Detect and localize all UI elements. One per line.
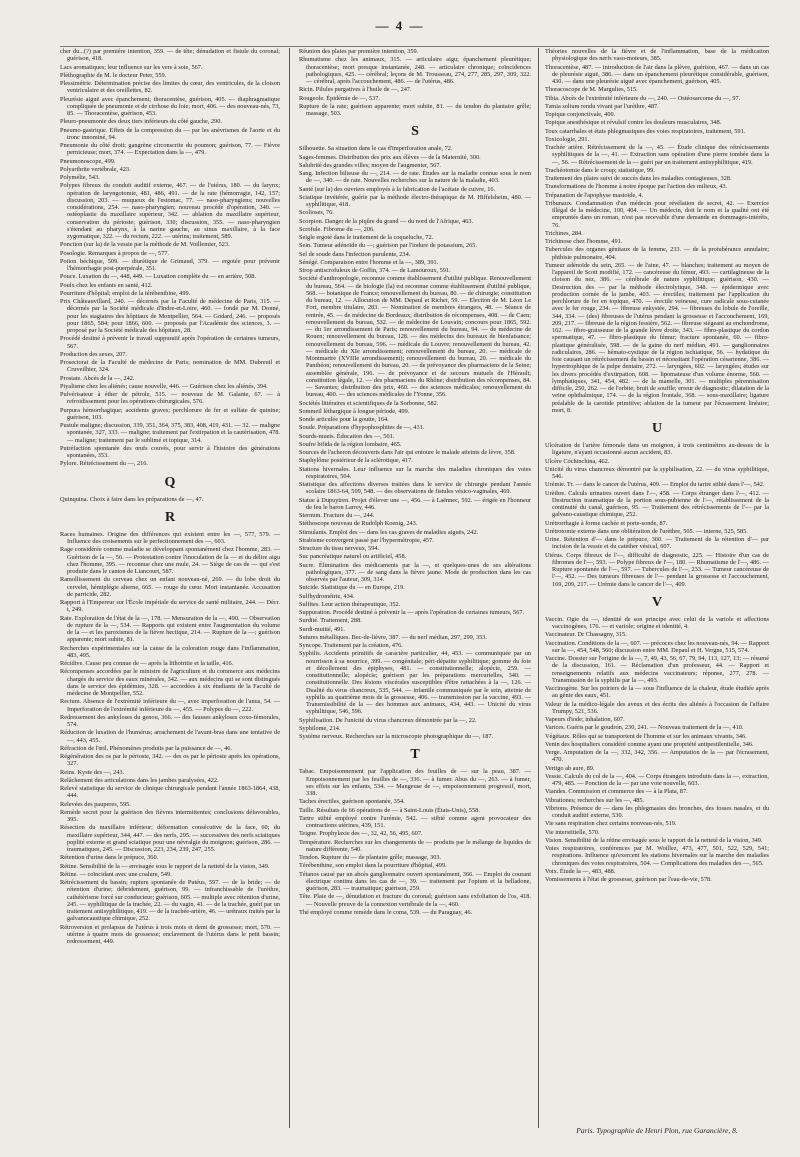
page-number: — 4 — [375, 18, 425, 33]
index-entry: Venin des hospitaliers considéré comme ayant une propriété antipestilentielle, 346. [545, 740, 754, 748]
index-entry: Rate. Exploration de l'état de la —, 178. — Mensuration de la —, 490. — Observation de rupture de la —, 534. — Rapports qui existent entre l'augmentation du volume de la — et les paroxismes de la fièvre hectique, 214. — Rupture de la —; guérison apparente; mort subite, 81. [60, 614, 280, 644]
index-entry: Transformations de l'homme à notre époque par l'action des milieux, 43. [545, 183, 728, 191]
index-entry: Ulcération de l'artère fémorale dans un moignon, à trois centimètres au-dessus de la ligature, n'ayant occasionné aucun accident, 83. [545, 442, 769, 457]
printer-imprint: Paris. Typographie de Henri Plon, rue Garancière, 8. [576, 1126, 738, 1135]
index-entry: Vibrationes; recherches sur les —, 485. [545, 796, 645, 804]
index-entry: Scorpion. Danger de la piqûre du grand — du nord de l'Afrique, 463. [299, 217, 474, 225]
index-entry: Pneumonoscope, 499. [60, 157, 116, 165]
index-entry: Stations hivernales. Leur influence sur la marche des maladies chroniques des voies respiratoires, 504. [299, 465, 531, 480]
index-entry: Statue à Dupuytren. Projet d'élever une —, 456. — à Laënnec, 592. — érigée en l'honneur de feu le baron Larrey, 446. [299, 496, 531, 511]
index-entry: Remède secret pour la guérison des fièvres intermittentes; conclusions défavorables, 395. [60, 808, 280, 823]
index-entry: Vie interstitielle, 570. [545, 828, 600, 836]
index-entry: Sages-femmes. Distribution des prix aux élèves — de la Maternité, 300. [299, 153, 481, 161]
index-entry: Sulfites. Leur action thérapeutique, 352. [299, 600, 401, 608]
index-entry: Pourriture d'hôpital; emploi de la térébenthine, 499. [60, 289, 191, 297]
index-entry: Thoracentèse, 487. — introduction de l'air dans la plèvre, guérison, 467. — dans un cas de pleurésie aiguë, 386. — dans un épanchement pleurétique considérable, guérison, 430. — dans une pleurésie aiguë avec épanchement, guérison, 405. [545, 63, 769, 85]
index-entry: Syncope. Traitement par la création, 476. [299, 642, 403, 649]
index-entry: Rétine. — coïncidant avec une coalure, 549. [60, 870, 172, 878]
index-entry: Végétaux. Rôles qui se transportent de l'homme et sur les animaux vivants, 346. [545, 732, 747, 740]
index-entry: Rapport à l'Empereur sur l'École impériale du service de santé militaire, 244. — Décr. t, 249. [60, 599, 280, 614]
entry-list-t [299, 768, 531, 916]
index-entry: Purpura hémorrhagique; accidents graves; perchlorure de fer et sulfate de quinine; guérison, 103. [60, 406, 280, 421]
section-heading-r: R [164, 509, 176, 525]
index-entry: Posologie. Remarques à propos de —, 577. [60, 249, 169, 257]
index-entry: Vertigo ab aure, 89. [545, 764, 595, 772]
index-entry: Vessie. Calculs du col de la —, 404. — Corps étrangers introduits dans la —, extraction, 479, 485. — Ponction de la — par une voie nouvelle, 603. [545, 772, 769, 787]
index-entry: Seigle ergoté dans le traitement de la coqueluche, 72. [299, 234, 434, 241]
index-entry: Topique anesthésique et révulsif contre les douleurs musculaires, 348. [545, 119, 722, 127]
index-entry: Putréfaction spontanée des œufs couvés, pour servir à l'histoire des générations spontanées, 353. [60, 444, 280, 459]
index-entry: Plessimétrie. Détermination précise des limites du cœur, des ventricules, de la cloison ventriculaire et des oreillettes, 82. [60, 80, 280, 95]
index-entry: Statistique des affections diverses traitées dans le service de chirurgie pendant l'année scolaire 1863-64, 509, 548. — des observations de fistules vésico-vaginales, 469. [299, 481, 531, 496]
index-entry: Scrofule. Fibrome du —, 206. [299, 225, 375, 233]
index-entry: Sirop antiscrofuleux de Goffin, 374. — de Lamouroux, 591. [299, 267, 451, 274]
index-entry: Production des sexes, 207. [60, 350, 127, 358]
index-entry: Vaccin. Ogie du —, identité de son principe avec celui de la variole et affections vaccinogènes, 176. — et variole; origine et identité, 4. [545, 615, 769, 630]
index-entry: Récompenses accordées par le ministre de l'agriculture et du commerce aux médecins chargés du service des eaux minérales, 342. — aux médecins qui se sont distingués dans le service des épidémies, 328. — accordées à six étudiants de la Faculté de médecine de Montpellier, 552. [60, 668, 280, 697]
index-entry: Vision. Sensibilité de la rétine envisagée sous le rapport de la netteté de la vision, 349. [545, 836, 763, 844]
index-entry: Vaccine. Dossier sur l'origine de la —, 7, 49, 43, 56, 67, 79, 94, 113, 127, 13; — résumé de la discussion, 161. — Réclamation d'un professeur, 44. — Rapport et renseignements relatifs aux médecins vaccinateurs; réponse, 277, 278. — Transmission de la syphilis par la —, 493. [545, 655, 769, 684]
index-entry: Syphilome, 214. [299, 724, 341, 732]
index-entry: Résection du maxillaire inférieur; déformation consécutive de la face, 60; du maxillaire supérieur, 344, 447. — des nerfs, 295. — successives des nerfs sciatiques poplité externe et grand sciatique pour une névralgie du moignon; guérison, 286. — traumatiques, 245. — Discussion, 223, 234, 239, 247, 255. [60, 824, 280, 853]
entry-list-u [545, 442, 769, 588]
index-entry: Prosectorat de la Faculté de médecine de Paris; nomination de MM. Dubreuil et Cruveilhier, 324. [60, 359, 280, 374]
index-entry: Rhumatisme chez les animaux, 315. — articulaire aigu; épanchement pleurétique; thoracentèse; mort presque instantanée, 248. — articulaire chronique; coïncidences pathologiques, 425. — cérébral; leçons de M. Trousseau, 274, 277, 285, 297, 309, 322. — cérébral, après l'accouchement, 486. — de l'utérus, 486. [299, 56, 531, 85]
section-heading-q: Q [164, 474, 176, 490]
index-entry: Toux catarrhales et états phlegmasiques des voies respiratoires, traitement, 591. [545, 127, 746, 135]
index-entry: Varices. Guéris par le goudron, 230, 241. — Nouveau traitement de la —, 410. [545, 724, 744, 732]
index-entry: Sternum. Fracture du —, 244. [299, 512, 375, 519]
index-entry: Trichines, 284. [545, 229, 583, 237]
index-entry: Tænia solium rendu vivant par l'urèthre, 487. [545, 102, 659, 110]
index-entry: Tartre stibié employé contre l'urémie, 542. — stibié comme agent provocateur des contractions utérines, 439, 151. [299, 814, 531, 829]
index-entry: Ramollissement du cerveau chez un enfant nouveau-né, 269. — du lobe droit du cervelet, hémiplégie alterne, 665. — rouge du cœur. Mort instantanée. Accusation de parricide, 282. [60, 576, 280, 598]
index-entry: Pneumo-gastrique. Effets de la compression du — par les anévrismes de l'aorte et du tronc innominé, 94. [60, 126, 280, 141]
index-entry: Urémie. Tr. — dans le cancer de l'utérus, 409. — Emploi du tartre stibié dans l'—, 542. [545, 481, 765, 489]
section-heading-t: T [410, 747, 420, 763]
index-entry: Suppuration. Procédé destiné à prévenir la — après l'opération de certaines tumeurs, 567. [299, 609, 525, 616]
index-entry: Taille. Résultats de 66 opérations de — à Saint-Louis (États-Unis), 558. [299, 806, 480, 814]
index-entry: Sulfhydrométrie, 434. [299, 592, 355, 600]
index-column-1 [60, 48, 280, 1126]
index-entry: Société d'anthropologie, reconnue comme établissement d'utilité publique. Renouvellement du bureau, 564. — de biologie (la) est reconnue comme établissement d'utilité publique, 568. — botanique de France; renouvellement du bureau, 80. — de chirurgie; constitution du bureau, 12. — Allocution de MM. Depaul et Richet, 59. — Election de M. Léon Le Fort, membre titulaire, 283. — Nomination de membres étrangers, 48. — Séance de rentrée, 45. — de médecine de Bordeaux; distribution de récompenses, 408. — de Caen; renouvellement du bureau, 532. — de médecine de Louvain; concours pour 1865, 592. — du 1er arrondissement de Paris; renouvellement du bureau, 94. — de médecine de Rouen; renouvellement du bureau, 128. — des médecins des bureaux de bienfaisance; renouvellement du bureau, 596. — médicale du Louvre; renouvellement du bureau, 42. — médicale du XIe arrondissement; renouvellement du bureau, 20. — médicale de Montmartre (XVIIIe arrondissement); renouvellement du bureau, 20. — médicale du Panthéon; renouvellement du bureau, 20. — de prévoyance des pharmaciens de la Seine; assemblée générale, 196. — de prévoyance et de secours mutuels de l'Hérault; constitution légale, 12. — des pharmaciens du Rhône; distribution des récompenses, 84. — Savantes; distribution des prix, 460. — des sciences médicales; renouvellement du bureau, 400. — des sciences médicales de l'Yonne, 356. [299, 275, 531, 399]
index-entry: Surdi-mutité, 491. [299, 625, 345, 633]
index-entry: Suc pancréatique naturel ou artificiel, 458. [299, 553, 407, 561]
index-entry: Rectum. Absence de l'extrémité inférieure du —, avec imperforation de l'anus, 54. — Imperforation de l'extrémité inférieure du —, 455. — Polypes du —, 222. [60, 698, 280, 713]
index-entry: Tabac. Empoisonnement par l'application des feuilles de — sur la peau, 387. — Empoisonnement par les feuilles de —, 336. — à fumer. Abus du —, 263. — à fumer, ses effets sur les enfants, 534. — Mangeuse de —, empoisonnement progressif, mort, 338. [299, 768, 531, 797]
index-entry: Sutures métalliques. Bec-de-lièvre, 387. — du nerf médian, 297, 299, 353. [299, 633, 487, 641]
index-entry: Unicité du virus chancreux démontré par la syphilisation, 22. — du virus syphilitique, 546. [545, 465, 769, 480]
index-entry: Thé employé comme remède dans le coma, 539. — du Paraguay, 46. [299, 908, 473, 916]
index-entry: Vaccination. Conditions de la —, 607. — précoces chez les nouveau-nés, 94. — Rapport sur la —, 454, 548, 560; discussion entre MM. Depaul et H. Vergne, 515, 574. [545, 639, 769, 654]
index-entry: Races humaines. Origine des différences qui existent entre les —, 577, 579. — Influence des croisements sur le perfectionnement des —, 603. [60, 530, 280, 545]
column-divider [538, 48, 539, 1128]
index-entry: Vibrions. Présence de — dans les phlegmasies des bronches, des fosses nasales, et du conduit auditif externe, 530. [545, 804, 769, 819]
index-entry: Toxicologie, 291. [545, 135, 590, 143]
index-entry: Urétrotomie externe dans une oblitération de l'urèthre, 505. — interne, 525, 585. [545, 527, 748, 535]
index-entry: Relâchement des articulations dans les jambes paralysées, 422. [60, 776, 219, 784]
index-column-2 [299, 48, 531, 1126]
index-entry: Salubrité des grandes villes; moyen de l'augmenter, 567. [299, 161, 442, 169]
index-entry: Sénégé. Comparaison entre l'homme et la —, 389, 391. [299, 258, 439, 266]
index-entry: Sourds-muets. Éducation des —, 501. [299, 432, 395, 440]
entry-list-s [299, 145, 531, 740]
index-entry: Sciatique invétérée, guérie par la méthode électro-thérapique de M. Hiffelsheim, 480. — syphilitique, 418. [299, 193, 531, 208]
index-entry: Taches érectiles, guérison spontanée, 354. [299, 798, 405, 806]
index-entry: Tibia. Abcès de l'extrémité inférieure du —, 240. — Ostéosarcome du —, 97. [545, 94, 741, 102]
index-entry: Pylore. Rétrécissement du —, 216. [60, 460, 148, 468]
index-entry: Vomissements à l'état de grossesse, guérison par l'eau-de-vie, 578. [545, 876, 712, 883]
section-heading-s: S [411, 124, 419, 140]
index-entry: Régénération des os par le périoste, 342. — des os par le périoste après les opérations, 327. [60, 753, 280, 768]
index-entry: Redressement des ankyloses du genou, 366. — des fausses ankyloses coxo-fémorales, 574. [60, 713, 280, 728]
index-entry: Ponction (sur la) de la vessie par la méthode de M. Voillemier, 523. [60, 241, 230, 249]
index-column-3 [545, 48, 769, 1126]
index-entry: Thoracoscope de M. Margulies, 515. [545, 86, 638, 94]
index-entry: Réduction de luxation de l'humérus; arrachement de l'avant-bras dans une tentative de —, 443, 455. [60, 729, 280, 744]
index-entry: Ptyalisme chez les aliénés; cause nouvelle, 446. — Guérison chez les aliénés, 394. [60, 382, 268, 390]
index-entry: Ricin. Pilules purgatives à l'huile de —, 247. [299, 86, 412, 94]
index-entry: Topique conjonctivale, 400. [545, 111, 616, 118]
index-entry: Polypes fibreux du conduit auditif externe, 467. — de l'utérus, 180. — du larynx; opération de laryngotomie, 481, 486, 491. — de la rate (hémorragie, 142, 157; discussion, 203. — muqueux de l'estomac, 77. — naso-pharyngiens; nouvelles considérations, 254. — naso-pharyngien; nouveau procédé d'opération, 340. — ostéoplastie du maxillaire supérieur, 342. — ablation du maxillaire supérieur, conservation du périoste; guérison, 330; discussion, 355. — naso-pharyngien s'étendant au pharynx, à la narine gauche, au sinus maxillaire, à la face zygomatique, 322. — du rectum, 222. — utérins; traitement, 589. [60, 182, 280, 240]
index-entry: Tumeur adénoïde du sein, 265. — de l'aine, 47. — blanches; traitement au moyen de l'appareil de Scott modifié, 172. — cancéreuse du fémur, 493. — cartilagineuse de la cloison du nez, 386. — cérébrale de nature syphilitique; guérison, 430. — Destruction des — par la méthode électrolytique, 348. — épidermique avec production cornée de la jambe, 403. — érectiles; traitement par l'application du perchlorure de fer en topique, 470. — érectile veineuse, cure radicale sous-cutanée avec le fer rouge, 234. — fibreuse enkystée, 294. — fibreuses du lobule de l'oreille, 344, 334. — (des) fibreuses de l'utérus pendant la grossesse et l'accouchement, 169, 209, 217. — fibreuse de la région fessière, 562. — fibreuse siégeant au enchondrome, 162. — fibro-graisseuse de la grande lèvre droite, 343. — fibro-plastique du cordon spermatique, 47. — fibro-plastique du fémur; fracture spontanée, 60. — fibro-plastique généralisée, 598. — de la gaine du nerf médian, 491. — ganglionnaires radiculaires, 286. — hémato-cystique de la région ischiatique, 56. — hydatique du foie causant un rétrécissement du bassin et nécessitant l'opération césarienne, 386. — hypertrophique de la pulpe dentaire, 272. — laryngées, 602. — laryngées; études sur les divers procédés d'extirpation, 608. — lipomateuse d'un volume énorme, 560. — lymphatiques, 341, 454, 482. — de la mamelle, 301. — multiples pérennisation difficile, 250, 262. — de l'orbite; bruit de souffle; erreur de diagnostic; dilatation de la veine ophthalmique, 174. — de la région frontale, 368. — sous-maxillaire; ligature préalable de la carotide primitive; ablation de la tumeur par l'écrasement linéaire; mort, 8. [545, 261, 769, 414]
index-entry: Système nerveux. Recherches sur la microscopie photographique du —, 187. [299, 733, 494, 740]
index-entry: Sociétés littéraires et scientifiques de la Sorbonne, 582. [299, 399, 439, 407]
section-heading-u: U [651, 421, 663, 436]
index-entry: Surdité. Traitement, 288. [299, 617, 362, 625]
index-entry: Pustule maligne; discussion, 339, 351, 364, 375, 383, 408, 419, 431. — 32. — maligne spontanée, 327, 333. — maligne; traitement par l'extirpation et la cautérisation, 478. — maligne; traitement par le sublimé et topique, 314. [60, 422, 280, 444]
index-entry: Théories nouvelles de la fièvre et de l'inflammation, base de la médication physiologique des nerfs vaso-moteurs, 385. [545, 48, 769, 63]
entry-list-p [60, 48, 280, 468]
index-entry: Lacs aromatiques; leur influence sur les vers à soie, 567. [60, 63, 203, 71]
index-entry: Stéthoscope nouveau de Rudolph Koenig, 243. [299, 520, 418, 528]
index-entry: Soufre bifida de la région lombaire, 465. [299, 440, 402, 448]
index-entry: Syphilisation. De l'unicité du virus chancreux démontrée par la —, 22. [299, 716, 477, 724]
index-entry: Sang. Infection bilieuse du —, 214. — de rate. Études sur la maladie connue sous le nom de —, 340. — de rate. Nouvelles recherches sur la nature de la maladie, 403. [299, 170, 531, 185]
index-entry: Rétention d'urine dans le prépuce, 360. [60, 854, 159, 862]
index-entry: Silhouette. Sa situation dans le cas d'imperforation anale, 72. [299, 145, 453, 153]
index-entry: Traitement des plaies suivi de succès dans les maladies contagieuses, 328. [545, 175, 732, 182]
index-entry: Staphylôme postérieur de la sclérotique, 417. [299, 457, 413, 465]
index-entry: Vaccinateur. Dr Chassagny, 315. [545, 631, 627, 639]
column-divider [289, 48, 290, 1128]
index-entry: Santé (sur la) des ouvriers employés à la fabrication de l'acétate de cuivre, 16. [299, 185, 496, 193]
index-entry: Prostate. Abcès de la —, 242. [60, 374, 135, 382]
index-entry: Tête. Plaie de —, dénudation et fracture du coronal; guérison sans exfoliation de l'os, 418. — Nouvelle preuve de la connexion vertébrale de la —, 460. [299, 893, 531, 908]
index-entry: Urine. Rétention d'— dans le prépuce, 360. — Traitement de la rétention d'— par incision de la vessie et du catéther vésical, 607. [545, 536, 769, 551]
index-entry: Pulvérisateur à éther de pétrole, 515. — nouveau de M. Galante, 67. — à refroidissement pour les opérations chirurgicales, 576. [60, 391, 280, 406]
index-entry: Tribunaux. Condamnation d'un médecin pour révélation de secret, 42. — Exercice illégal de la médecine, 100, 404. — Un médecin, doit le nom et la qualité ont été empruntés dans un roman, n'est pas recevable d'une demande en dommages-intérêts, 76. [545, 199, 769, 229]
index-entry: Verge. Amputation de la —, 332, 342, 356. — Amputation de la — par l'écrasement, 470. [545, 749, 769, 764]
index-entry: Recherches expérimentales sur la cause de la coloration rouge dans l'inflammation, 483, 495. [60, 644, 280, 659]
index-entry: Pleuro-pneumonie des deux tiers inférieurs du côté gauche, 290. [60, 118, 222, 126]
index-entry: Relevé statistique du service de clinique chirurgicale pendant l'année 1863-1864, 438, 444. [60, 785, 280, 800]
index-entry: Tubercules des organes génitaux de la femme, 233. — de la protubérance annulaire; phthisie pulmonaire, 404. [545, 246, 769, 261]
index-entry: Pléthographie de M. le docteur Peter, 559. [60, 71, 167, 79]
index-entry: Suicide. Statistique du — en Europe, 219. [299, 584, 405, 592]
index-entry: Sein. Tumeur adénoïde du —; guérison par l'iodure de potassium, 265. [299, 242, 477, 250]
index-entry: Trépanation de l'apophyse mastoïde, 4. [545, 191, 644, 199]
index-entry: Récidive. Cause peu connue de — après la lithotritie et la taille, 416. [60, 660, 234, 667]
index-entry: Soude. Préparations d'hypophosphites de —, 431. [299, 424, 425, 432]
index-entry: Rupture de la rate; guérison apparente; mort subite, 81. — du tendon du plantaire grêle; massage, 503. [299, 102, 531, 117]
index-entry: Syphilis. Accidents primitifs de caractère particulier, 44, 453. — communiquée par un nourrisson à sa nourrice, 399. — congénitale; péri-dépatite syphilitique; gomme du foie et décollement des épiphyses, 481. — constitutionnelle; alopécie, 259. — constitutionnelle; alopécie; guérison par les préparations mercurielles, 340. — constitutionnelle. Des lésions viscérales susceptibles d'être rattachées à la —, 126. — Dualité du virus chancreux, 535, 544. — infantile communiquée par le sein, atteinte de syphilis au quatrième mois de la grossesse, 406. — transmission par la vaccine, 493. — Transmissibilité de la — des hommes aux animaux, 434, 443. — Unicité du virus syphilitique, 546, 596. [299, 650, 531, 716]
entry-list-t-cont [545, 48, 769, 414]
index-entry: Sonde articulée pour la goutte, 164. [299, 416, 389, 423]
index-entry: Urèthre. Calculs urinaires ouvert dans l'—, 458. — Corps étranger dans l'—, 412. — Destruction traumatique de la portion sous-pubienne de l'—, rétablissement de la continuité du canal, guérison, 95. — Traitement des rétrécissements de l'— par la galvano-caustique chimique, 252. [545, 489, 769, 519]
index-entry: cher du...(?) par première intention, 359. — de tête; dénudation et fistule du coronal; guérison, 418. [60, 48, 280, 63]
index-entry: Strabisme convergent passé par l'hypermétropie, 457. [299, 536, 434, 544]
index-entry: Rétroversion et prolapsus de l'utérus à trois mois et demi de grossesse; mort, 570. — utérine à quatre mois de grossesse; enclavement de l'utérus dans le petit bassin; redressement, 449. [60, 923, 280, 945]
index-entry: Voix. Étude la —, 483, 488. [545, 867, 616, 875]
index-entry: Teigne. Prophylaxie des —, 32, 42, 56, 495, 607. [299, 830, 423, 838]
index-entry: Voies respiratoires, conférences par M. Woillez, 473, 477, 501, 522, 529, 541; respirations. Influence qu'exercent les stations hivernales sur la marche des maladies chroniques des voies respiratoires, 504. — Complications des maladies des —, 565. [545, 845, 769, 867]
index-entry: Tendon. Rupture du — de plantaire grêle; massage, 303. [299, 854, 442, 861]
index-entry: Rétrécissement du bassin; rupture spontanée de Putéus, 597. — de la bride; — de rétention d'urine; débridement, guérison, 99. — infranchissable de l'urèthre, cathétérisme forcé sur conducteur; guérison, 605. — multiple avec rétention d'urine, 245. — syphilitique de la trachée, 22. — du vagin, 41. — de la trachée, guéri par un traitement antisyphilitique, 419. — de la trachée-artère, 46. — urétraux traités par la galvanocaustique chimique, 252. [60, 879, 280, 923]
index-entry: Prix Châteauvillard, 240. — décernés par la Faculté de médecine de Paris, 315. — décernés par la Société médicale d'Indre-et-Loire, 460. — fondé par M. Donné, pour les stagiaires des hôpitaux de Montpellier, 564. — Godard, 246. — proposés pour 1865, 584; pour 1866, 600. — proposés par l'Académie des sciences, 3. — proposé par la Société médicale des hôpitaux, 28. [60, 298, 280, 334]
index-entry: Rage considérée comme maladie se développant spontanément chez l'homme, 283. — Guérison de la —, 56. — Protestation contre l'inoculation de la — et du délire aigu chez l'homme, 395. — reconnue chez une mule, 24. — Siège de cas de — qui s'est produite dans le canton de Liancourt, 587. [60, 546, 280, 575]
index-entry: Sucre. Élimination des médicaments par la —, et quelques-unes de ses altérations pathologiques, 377. — de sang dans la fièvre jaune. Mode de production dans les cas observés par l'auteur, 309, 314. [299, 561, 531, 583]
index-entry: Sommeil léthargique à longue période, 499. [299, 407, 410, 415]
entry-list-r [60, 531, 280, 946]
index-entry: Reins. Kyste des —, 243. [60, 768, 125, 776]
index-entry: Ulcère Cochinchina, 462. [545, 457, 610, 465]
index-entry: Pneumonie du côté droit; gangrène circonscrite du poumon; guérison, 77. — Fièvre pernicieuse; mort, 374. — Expectation dans la —, 479. [60, 142, 280, 157]
index-entry: Sources de l'acheron découverts dans l'air qui entoure le malade atteints de lèvre, 358. [299, 449, 516, 456]
index-entry: Vie sans respiration chez certains nouveau-nés, 519. [545, 820, 677, 828]
index-entry: Rétine. Sensibilité de la — envisagée sous le rapport de la netteté de la vision, 349. [60, 862, 270, 870]
index-entry: Viandes. Commission et commerce des — à la Plata, 87. [545, 788, 688, 796]
index-entry: Polyarthrite vertébrale, 423. [60, 165, 131, 173]
index-entry: Réunion des plaies par première intention, 359. [299, 48, 419, 55]
index-entry: Urétrorrhagie à forme cachée et porte-sonde, 87. [545, 519, 668, 527]
index-entry: Stimulants. Emploi des — dans les cas graves de maladies aiguës, 242. [299, 528, 479, 536]
index-entry: Vaccinogène. Sur les poiriers de la — sous l'influence de la chaleur, étude étudiée après au génie des eaux, 451. [545, 685, 769, 700]
top-rule [60, 46, 769, 47]
index-entry: Structure du tissu nerveux, 594. [299, 545, 380, 552]
index-entry: Trachée artère. Rétrécissement de la —, 45. — Étude clinique des rétrécissements syphilitiques de la —, 41. — Extraction sans opération d'une pierre tombée dans la —, 56. — Rétrécissement de la — guéri par un traitement antisyphilitique, 419. [545, 144, 769, 166]
index-entry: Pouce. Luxation du —, 448, 449. — Luxation complète du — en arrière, 508. [60, 273, 257, 281]
index-entry: Poulx chez les enfants en santé, 412. [60, 281, 153, 289]
index-entry: Valeur de la médico-légale des aveux et des écrits des aliénés à l'occasion de l'affaire Trumpy, 521, 536. [545, 700, 769, 715]
index-entry: Tétanos causé par un abcès ganglionnaire ouvert spontanément, 366. — Emploi du courant électrique continu dans les cas de —, 39. — traitement par l'opium et la belladone, guérison, 283. — traumatique; guérison, 259. [299, 870, 531, 892]
index-entry: Potion béchique, 509. — diurétique de Grimaud, 379. — ergotée pour prévenir l'hémorrhagie post-puerpérale, 351. [60, 257, 280, 272]
index-entry: Procédé destiné à prévenir le travail suppuratif après l'opération de certaines tumeurs, 567. [60, 335, 280, 350]
entry-list-v [545, 616, 769, 884]
index-entry: Vapeurs d'iode; inhalation, 607. [545, 716, 625, 723]
index-entry: Pleurésie aiguë avec épanchement; thoracentèse, guérison, 405. — diaphragmatique compliquée de pneumonie et de cirrhose du foie; mort, 406. — des nouveau-nés, 73, 85. — Thoracentèse, guérison, 453. [60, 95, 280, 117]
entry-list-r-cont [299, 48, 531, 117]
index-entry: Quinquina. Choix à faire dans les préparations de —, 47. [60, 495, 204, 503]
index-entry: Térébenthine, son emploi dans la pourriture d'hôpital, 499. [299, 862, 447, 870]
entry-list-q [60, 496, 280, 503]
index-entry: Relevées des pauperes, 595. [60, 800, 131, 808]
index-entry: Trachéotomie dans le croup; statistique, 99. [545, 166, 655, 174]
index-entry: Température. Recherches sur les changements de — produits par le mélange de liquides de nature différente, 540. [299, 838, 531, 853]
index-entry: Trichinose chez l'homme, 491. [545, 238, 623, 245]
index-entry: Rougeole. Épidémie de —, 537. [299, 94, 380, 102]
index-entry: Réfraction de l'œil. Phénomènes produits par la puissance de —, 46. [60, 744, 232, 752]
index-entry: Scolioses, 76. [299, 209, 334, 217]
index-entry: Utérus. Corps fibreux de l'—, difficulté de diagnostic, 225. — Histoire d'un cas de fibromes de l'—, 593. — Polype fibreux de l'—, 180. — Rhumatisme de l'—, 486. — Rupture spontanée de l'—, 597. — Tubercules de l'—, 233. — Tumeur cancéreuse de l'—, 452. — Des tumeurs fibreuses de l'— pendant la grossesse et l'accouchement, 169, 209, 217. — Urémie dans le cancer de l'—, 409. [545, 551, 769, 588]
index-entry: Sel de soude dans l'infection purulente, 234. [299, 250, 411, 258]
section-heading-v: V [651, 594, 663, 610]
index-entry: Polymélie, 543. [60, 174, 100, 181]
